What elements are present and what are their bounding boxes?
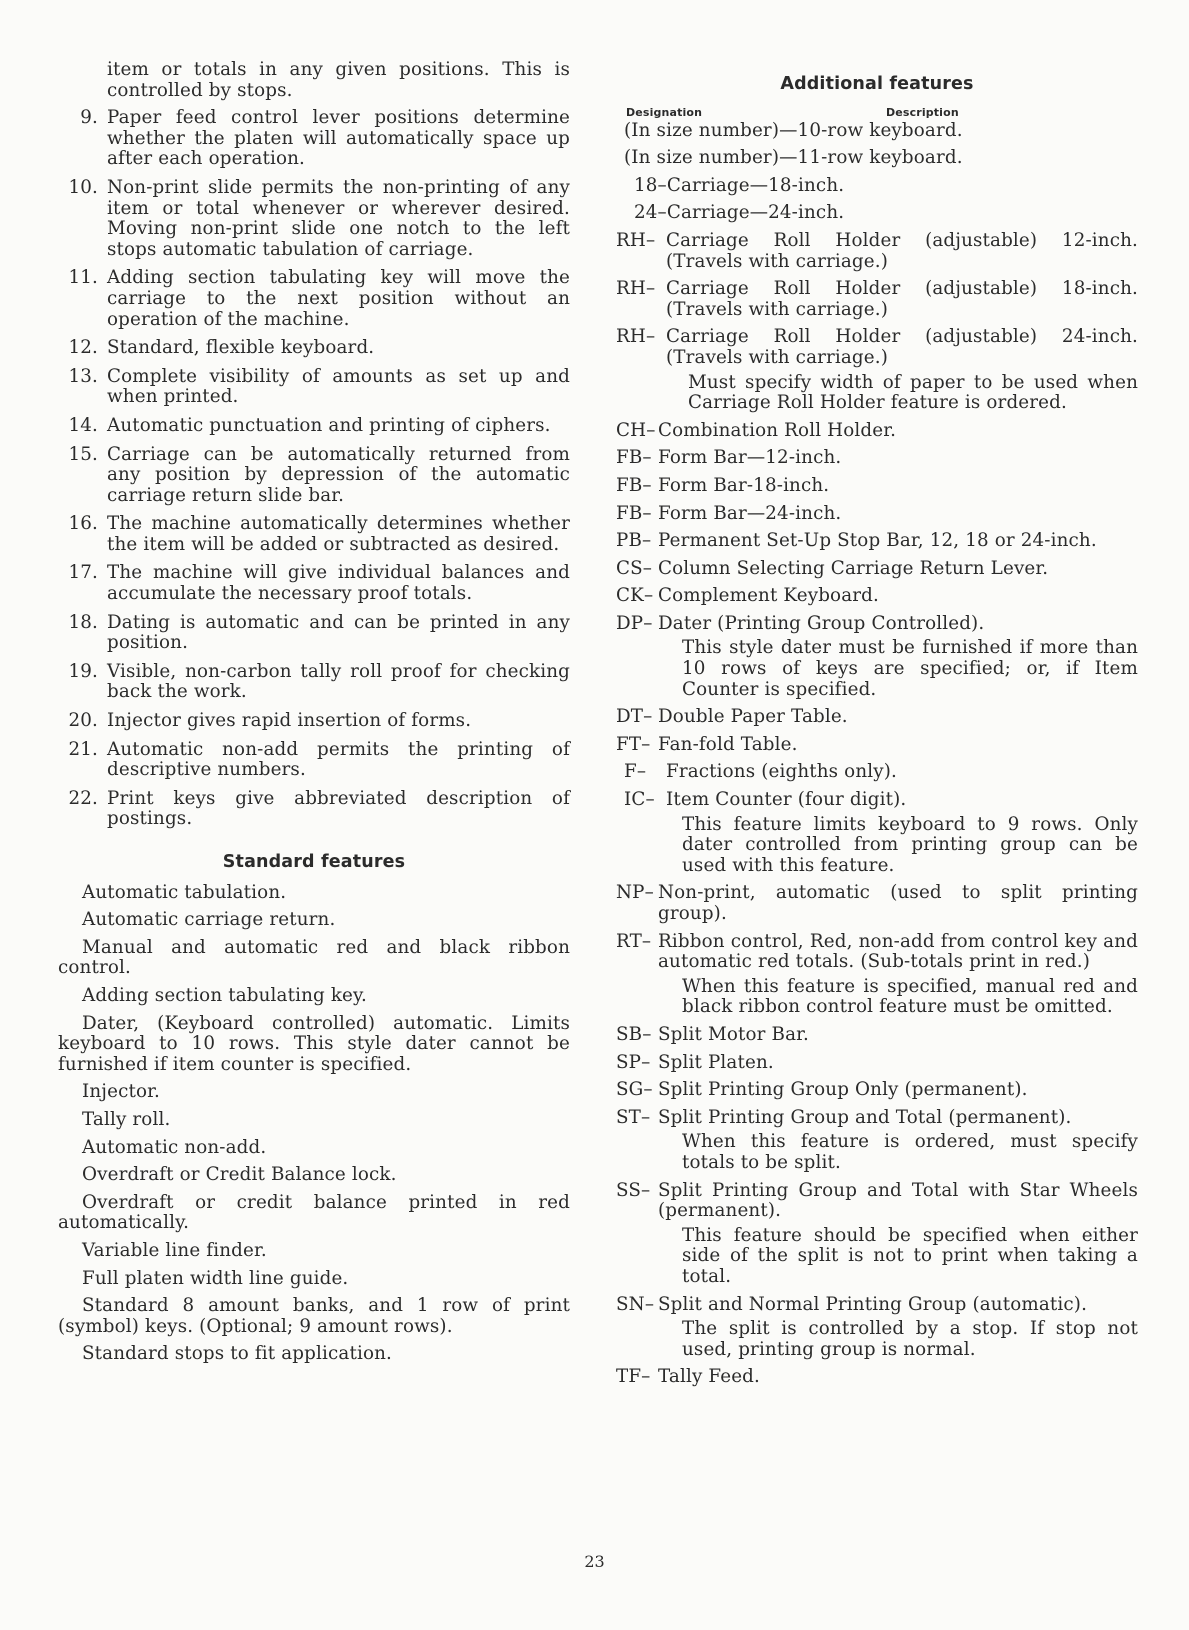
item-number: 15. xyxy=(68,443,98,465)
feature-code: DP– xyxy=(616,612,653,634)
list-item xyxy=(58,711,570,732)
item-number: 13. xyxy=(68,365,98,387)
feature-desc: —10-row keyboard. xyxy=(779,119,963,141)
feature-code: CS– xyxy=(616,557,653,579)
standard-feature-item: Overdraft or Credit Balance lock. xyxy=(82,1164,397,1186)
feature-desc: —11-row keyboard. xyxy=(779,147,963,169)
feature-desc: Column Selecting Carriage Return Lever. xyxy=(658,557,1049,579)
feature-code: CK– xyxy=(616,585,654,607)
feature-code: NP– xyxy=(616,882,654,904)
feature-desc: —24-inch. xyxy=(749,202,845,224)
feature-code: (In size number) xyxy=(624,119,780,141)
feature-row xyxy=(616,176,1138,197)
feature-note: When this feature is ordered, must specify totals to be split. xyxy=(682,1131,1138,1173)
standard-feature-item: Full platen width line guide. xyxy=(82,1267,349,1289)
feature-code: SS– xyxy=(616,1179,651,1201)
feature-code: RH– xyxy=(616,278,656,300)
standard-features-heading: Standard features xyxy=(222,852,406,872)
standard-feature-item: Standard 8 amount banks, and 1 row of print (symbol) keys. (Optional; 9 amount rows). xyxy=(58,1295,570,1337)
item-text: Standard, flexible keyboard. xyxy=(107,337,375,359)
additional-features-heading: Additional features xyxy=(780,74,974,94)
feature-row xyxy=(616,476,1138,497)
right-column xyxy=(616,60,1138,1395)
feature-code: SB– xyxy=(616,1023,652,1045)
item-text: Carriage can be automatically returned from any position by depression of the automatic carriage return slide bar. xyxy=(107,443,570,506)
item-number: 19. xyxy=(68,660,98,682)
item-text: Non-print slide permits the non-printing of any item or total whenever or wherever desired. Moving non-print slide one notch to the left stops automatic tabulation of carriage. xyxy=(107,176,570,260)
feature-code: RH– xyxy=(616,229,656,251)
feature-desc: Non-print, automatic (used to split printing group). xyxy=(658,882,1138,924)
item-text: Dating is automatic and can be printed in any position. xyxy=(107,611,570,654)
feature-desc: Dater (Printing Group Controlled). xyxy=(658,612,985,634)
list-item xyxy=(58,514,570,555)
list-item xyxy=(58,613,570,654)
standard-feature-item: Manual and automatic red and black ribbon control. xyxy=(58,936,570,979)
feature-note: This feature should be specified when either side of the split is not to print when taking a total. xyxy=(682,1224,1138,1287)
feature-code: SG– xyxy=(616,1079,653,1101)
item-text: Complete visibility of amounts as set up and when printed. xyxy=(107,365,570,408)
item-number: 10. xyxy=(68,176,98,198)
feature-row xyxy=(616,279,1138,320)
feature-desc: Split Motor Bar. xyxy=(658,1023,809,1045)
item-number: 14. xyxy=(68,414,98,436)
list-item xyxy=(58,367,570,408)
feature-code: PB– xyxy=(616,530,652,552)
column-headers xyxy=(616,101,1138,121)
feature-row xyxy=(616,531,1138,552)
feature-desc: Ribbon control, Red, non-add from control key and automatic red totals. (Sub-totals print in red.) xyxy=(658,930,1138,973)
feature-code: FB– xyxy=(616,474,652,496)
feature-desc: Split Printing Group and Total with Star Wheels (permanent). xyxy=(658,1179,1138,1222)
feature-code: DT– xyxy=(616,706,653,728)
feature-row xyxy=(616,121,1138,142)
standard-feature-item: Standard stops to fit application. xyxy=(82,1343,392,1365)
feature-desc: —18-inch. xyxy=(749,174,845,196)
feature-row xyxy=(616,586,1138,607)
feature-row xyxy=(616,504,1138,525)
feature-note: This style dater must be furnished if more than 10 rows of keys are specified; or, if Item Counter is specified. xyxy=(682,637,1138,700)
standard-feature-item: Automatic non-add. xyxy=(82,1136,267,1158)
feature-row xyxy=(616,790,1138,811)
feature-desc: Carriage Roll Holder (adjustable) 18-inch. (Travels with carriage.) xyxy=(666,278,1138,320)
list-item xyxy=(58,416,570,437)
feature-row xyxy=(616,559,1138,580)
page-number: 23 xyxy=(584,1552,605,1571)
feature-desc: Form Bar—24-inch. xyxy=(658,502,842,524)
feature-code: SN– xyxy=(616,1293,655,1315)
intro-continuation: item or totals in any given positions. This is controlled by stops. xyxy=(107,59,570,101)
feature-row xyxy=(616,1080,1138,1101)
feature-desc: Split Printing Group Only (permanent). xyxy=(658,1079,1028,1101)
feature-note: When this feature is specified, manual red and black ribbon control feature must be omitted. xyxy=(682,975,1138,1018)
designation-header: Designation xyxy=(626,105,703,119)
feature-row xyxy=(616,614,1138,635)
item-text: Visible, non-carbon tally roll proof for checking back the work. xyxy=(107,660,570,703)
item-text: Injector gives rapid insertion of forms. xyxy=(107,710,472,732)
item-text: Automatic non-add permits the printing of descriptive numbers. xyxy=(107,738,570,781)
standard-feature-item: Tally roll. xyxy=(82,1108,171,1130)
standard-feature-item: Dater, (Keyboard controlled) automatic. Limits keyboard to 10 rows. This style dater cannot be furnished if item counter is specified. xyxy=(58,1012,570,1075)
item-text: Automatic punctuation and printing of ciphers. xyxy=(107,414,551,436)
feature-row xyxy=(616,421,1138,442)
standard-feature-item: Automatic carriage return. xyxy=(82,909,336,931)
item-number: 22. xyxy=(68,787,98,809)
feature-code: 18–Carriage xyxy=(634,174,750,196)
feature-row xyxy=(616,327,1138,368)
feature-row xyxy=(616,1295,1138,1316)
feature-desc: Carriage Roll Holder (adjustable) 12-inch. (Travels with carriage.) xyxy=(666,229,1138,272)
feature-code: SP– xyxy=(616,1051,651,1073)
feature-row xyxy=(616,1025,1138,1046)
feature-desc: Permanent Set-Up Stop Bar, 12, 18 or 24-inch. xyxy=(658,530,1097,552)
item-number: 21. xyxy=(68,738,98,760)
standard-feature-item: Injector. xyxy=(82,1081,160,1103)
list-item xyxy=(58,740,570,781)
item-text: The machine will give individual balances and accumulate the necessary proof totals. xyxy=(107,562,570,605)
list-item xyxy=(58,662,570,703)
feature-desc: Complement Keyboard. xyxy=(658,585,879,607)
standard-feature-item: Automatic tabulation. xyxy=(82,881,287,903)
list-item xyxy=(58,178,570,260)
item-number: 11. xyxy=(68,267,98,289)
feature-code: 24–Carriage xyxy=(634,202,750,224)
list-item xyxy=(58,108,570,170)
feature-desc: Combination Roll Holder. xyxy=(658,419,897,441)
feature-row xyxy=(616,707,1138,728)
feature-code: FB– xyxy=(616,502,652,524)
feature-row xyxy=(616,231,1138,272)
feature-row xyxy=(616,735,1138,756)
item-text: Paper feed control lever positions determine whether the platen will automatically space up after each operation. xyxy=(107,107,570,170)
feature-code: F– xyxy=(624,761,647,783)
feature-row xyxy=(616,203,1138,224)
feature-row xyxy=(616,1108,1138,1129)
feature-code: CH– xyxy=(616,419,656,441)
standard-feature-item: Adding section tabulating key. xyxy=(82,984,368,1006)
feature-desc: Tally Feed. xyxy=(658,1366,760,1388)
standard-feature-item: Overdraft or credit balance printed in red automatically. xyxy=(58,1191,570,1234)
feature-desc: Carriage Roll Holder (adjustable) 24-inch. (Travels with carriage.) xyxy=(666,326,1138,368)
feature-desc: Split Platen. xyxy=(658,1051,774,1073)
item-number: 17. xyxy=(68,562,98,584)
feature-row xyxy=(616,448,1138,469)
feature-row xyxy=(616,148,1138,169)
item-text: Adding section tabulating key will move the carriage to the next position without an operation of the machine. xyxy=(107,267,570,330)
feature-code: (In size number) xyxy=(624,147,780,169)
item-text: The machine automatically determines whether the item will be added or subtracted as desired. xyxy=(107,513,570,555)
description-header: Description xyxy=(886,105,959,119)
left-column xyxy=(58,60,570,1372)
feature-desc: Fan-fold Table. xyxy=(658,733,798,755)
feature-code: TF– xyxy=(616,1366,651,1388)
feature-code: FB– xyxy=(616,447,652,469)
feature-desc: Split and Normal Printing Group (automatic). xyxy=(658,1293,1088,1315)
feature-desc: Double Paper Table. xyxy=(658,706,848,728)
item-number: 20. xyxy=(68,710,98,732)
feature-note: Must specify width of paper to be used when Carriage Roll Holder feature is ordered. xyxy=(688,371,1138,414)
feature-code: FT– xyxy=(616,733,651,755)
item-text: Print keys give abbreviated description of postings. xyxy=(107,787,570,830)
list-item xyxy=(58,338,570,359)
list-item xyxy=(58,563,570,604)
standard-feature-item: Variable line finder. xyxy=(82,1239,267,1261)
feature-row xyxy=(616,1053,1138,1074)
feature-row xyxy=(616,932,1138,973)
feature-desc: Split Printing Group and Total (permanent). xyxy=(658,1106,1072,1128)
feature-note: This feature limits keyboard to 9 rows. Only dater controlled from printing group can be used with this feature. xyxy=(682,813,1138,876)
list-item xyxy=(58,789,570,830)
feature-code: IC– xyxy=(624,789,655,811)
feature-note: The split is controlled by a stop. If stop not used, printing group is normal. xyxy=(682,1318,1138,1360)
list-item xyxy=(58,445,570,507)
feature-row xyxy=(616,1181,1138,1222)
feature-desc: Form Bar—12-inch. xyxy=(658,447,842,469)
list-item xyxy=(58,268,570,330)
feature-row xyxy=(616,883,1138,924)
feature-row xyxy=(616,1367,1138,1388)
feature-code: RH– xyxy=(616,326,656,348)
feature-desc: Item Counter (four digit). xyxy=(666,789,907,811)
item-number: 16. xyxy=(68,513,98,535)
item-number: 12. xyxy=(68,337,98,359)
feature-code: RT– xyxy=(616,930,652,952)
feature-desc: Form Bar-18-inch. xyxy=(658,474,830,496)
item-number: 18. xyxy=(68,611,98,633)
feature-desc: Fractions (eighths only). xyxy=(666,761,897,783)
feature-code: ST– xyxy=(616,1106,651,1128)
feature-row xyxy=(616,762,1138,783)
item-number: 9. xyxy=(80,107,98,129)
